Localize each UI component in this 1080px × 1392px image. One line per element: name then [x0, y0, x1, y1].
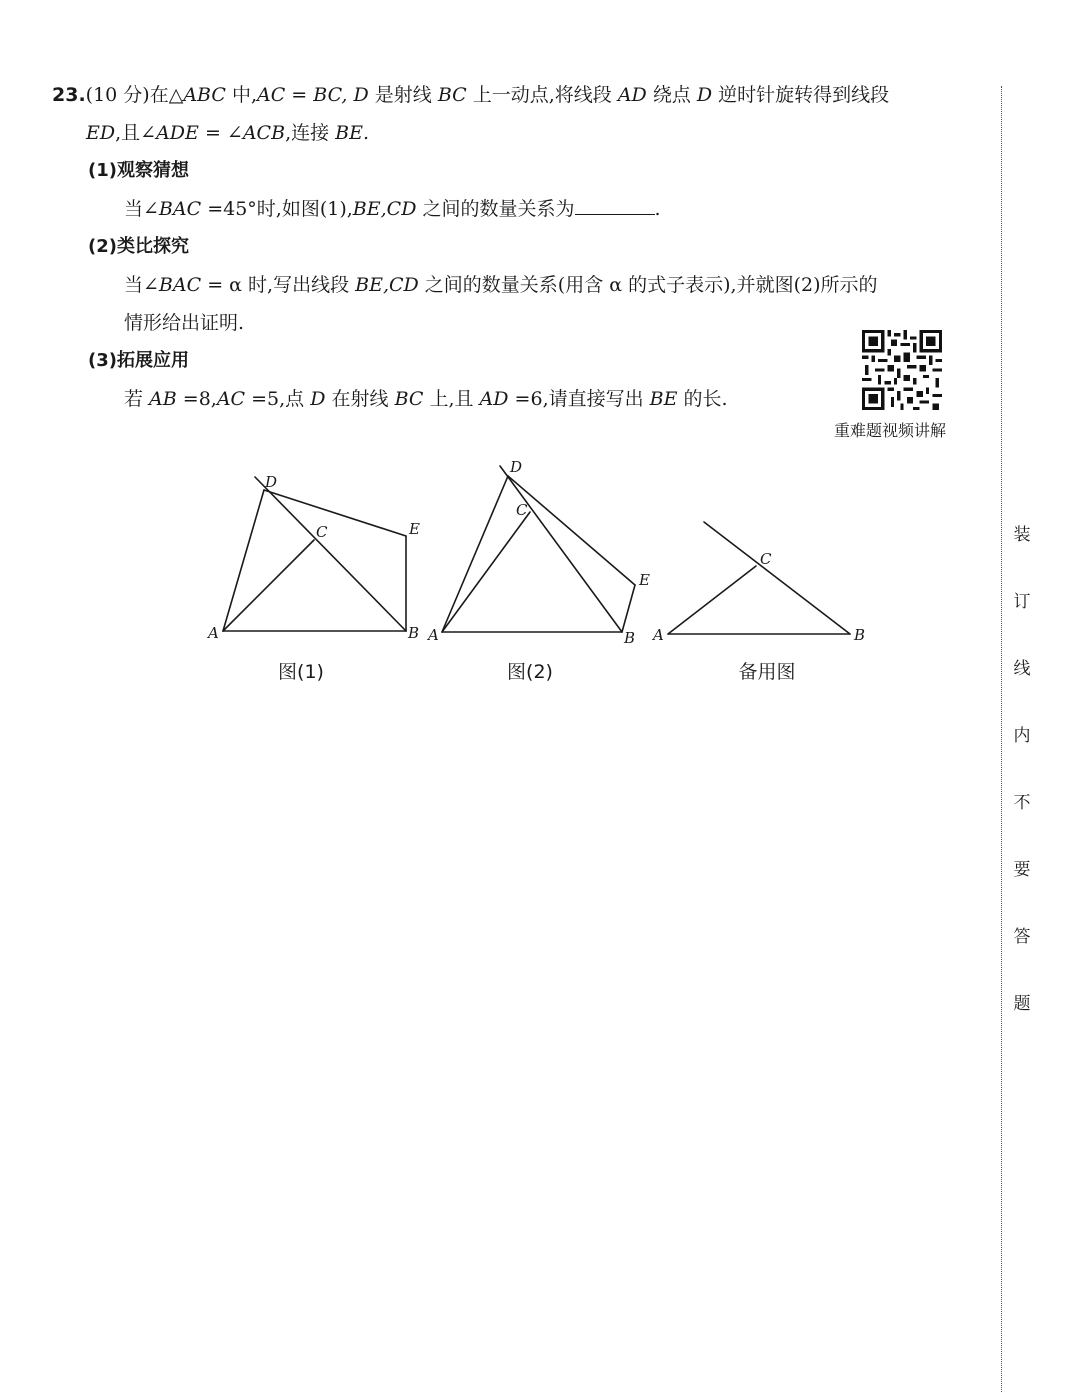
binding-char-8: 题	[1013, 994, 1031, 1014]
question-line-2: ED,且∠ADE = ∠ACB,连接 BE.	[86, 122, 370, 144]
binding-char-1: 装	[1013, 525, 1031, 545]
fig2-label-e: E	[639, 571, 650, 589]
fig1-caption: 图(1)	[278, 661, 324, 683]
fig3-label-c: C	[760, 550, 772, 568]
part2-heading: (2)类比探究	[88, 236, 189, 257]
part3-text: 若 AB =8,AC =5,点 D 在射线 BC 上,且 AD =6,请直接写出 BE 的长.	[124, 388, 728, 410]
fig2-label-d: D	[510, 458, 523, 476]
part3-heading: (3)拓展应用	[88, 350, 189, 371]
binding-line	[1001, 86, 1002, 1392]
fig2-segment-ad	[442, 476, 508, 632]
binding-char-7: 答	[1013, 927, 1031, 947]
fig2-caption: 图(2)	[507, 661, 553, 683]
question-line-1: 23.(10 分)在△ABC 中,AC = BC, D 是射线 BC 上一动点,将线段 AD 绕点 D 逆时针旋转得到线段	[52, 84, 890, 106]
question-number: 23.	[52, 84, 86, 106]
fig1-label-a: A	[208, 624, 219, 642]
geometry-figures	[200, 450, 900, 700]
binding-char-3: 线	[1013, 659, 1031, 679]
fig3-caption: 备用图	[738, 661, 796, 683]
fig1-label-c: C	[316, 523, 328, 541]
fig3-label-a: A	[653, 626, 664, 644]
qr-caption: 重难题视频讲解	[834, 421, 947, 440]
binding-char-2: 订	[1013, 592, 1031, 612]
binding-char-5: 不	[1013, 793, 1031, 813]
part2-text-2: 情形给出证明.	[124, 312, 245, 334]
part1-text: 当∠BAC =45°时,如图(1),BE,CD 之间的数量关系为 .	[124, 198, 661, 220]
fig2-segment-de	[508, 476, 635, 585]
fig1-label-e: E	[409, 520, 420, 538]
fig1-label-b: B	[408, 624, 420, 642]
fig3-ray-bc	[704, 522, 850, 634]
fig2-label-c: C	[516, 501, 528, 519]
fig1-ray-bd	[255, 477, 406, 631]
fig2-ray-bd	[500, 466, 622, 632]
part2-text: 当∠BAC = α 时,写出线段 BE,CD 之间的数量关系(用含 α 的式子表示),并就图(2)所示的	[124, 274, 878, 296]
binding-char-6: 要	[1013, 860, 1031, 880]
part1-heading: (1)观察猜想	[88, 160, 189, 181]
qr-code-icon[interactable]	[862, 330, 942, 410]
fig2-label-a: A	[428, 626, 439, 644]
fig2-segment-be	[622, 585, 635, 632]
answer-blank[interactable]	[575, 196, 655, 215]
fig3-segment-ac	[668, 566, 756, 634]
fig1-segment-de	[264, 490, 406, 536]
fig1-label-d: D	[265, 473, 278, 491]
fig3-label-b: B	[854, 626, 866, 644]
binding-char-4: 内	[1013, 726, 1031, 746]
fig2-label-b: B	[624, 629, 636, 647]
